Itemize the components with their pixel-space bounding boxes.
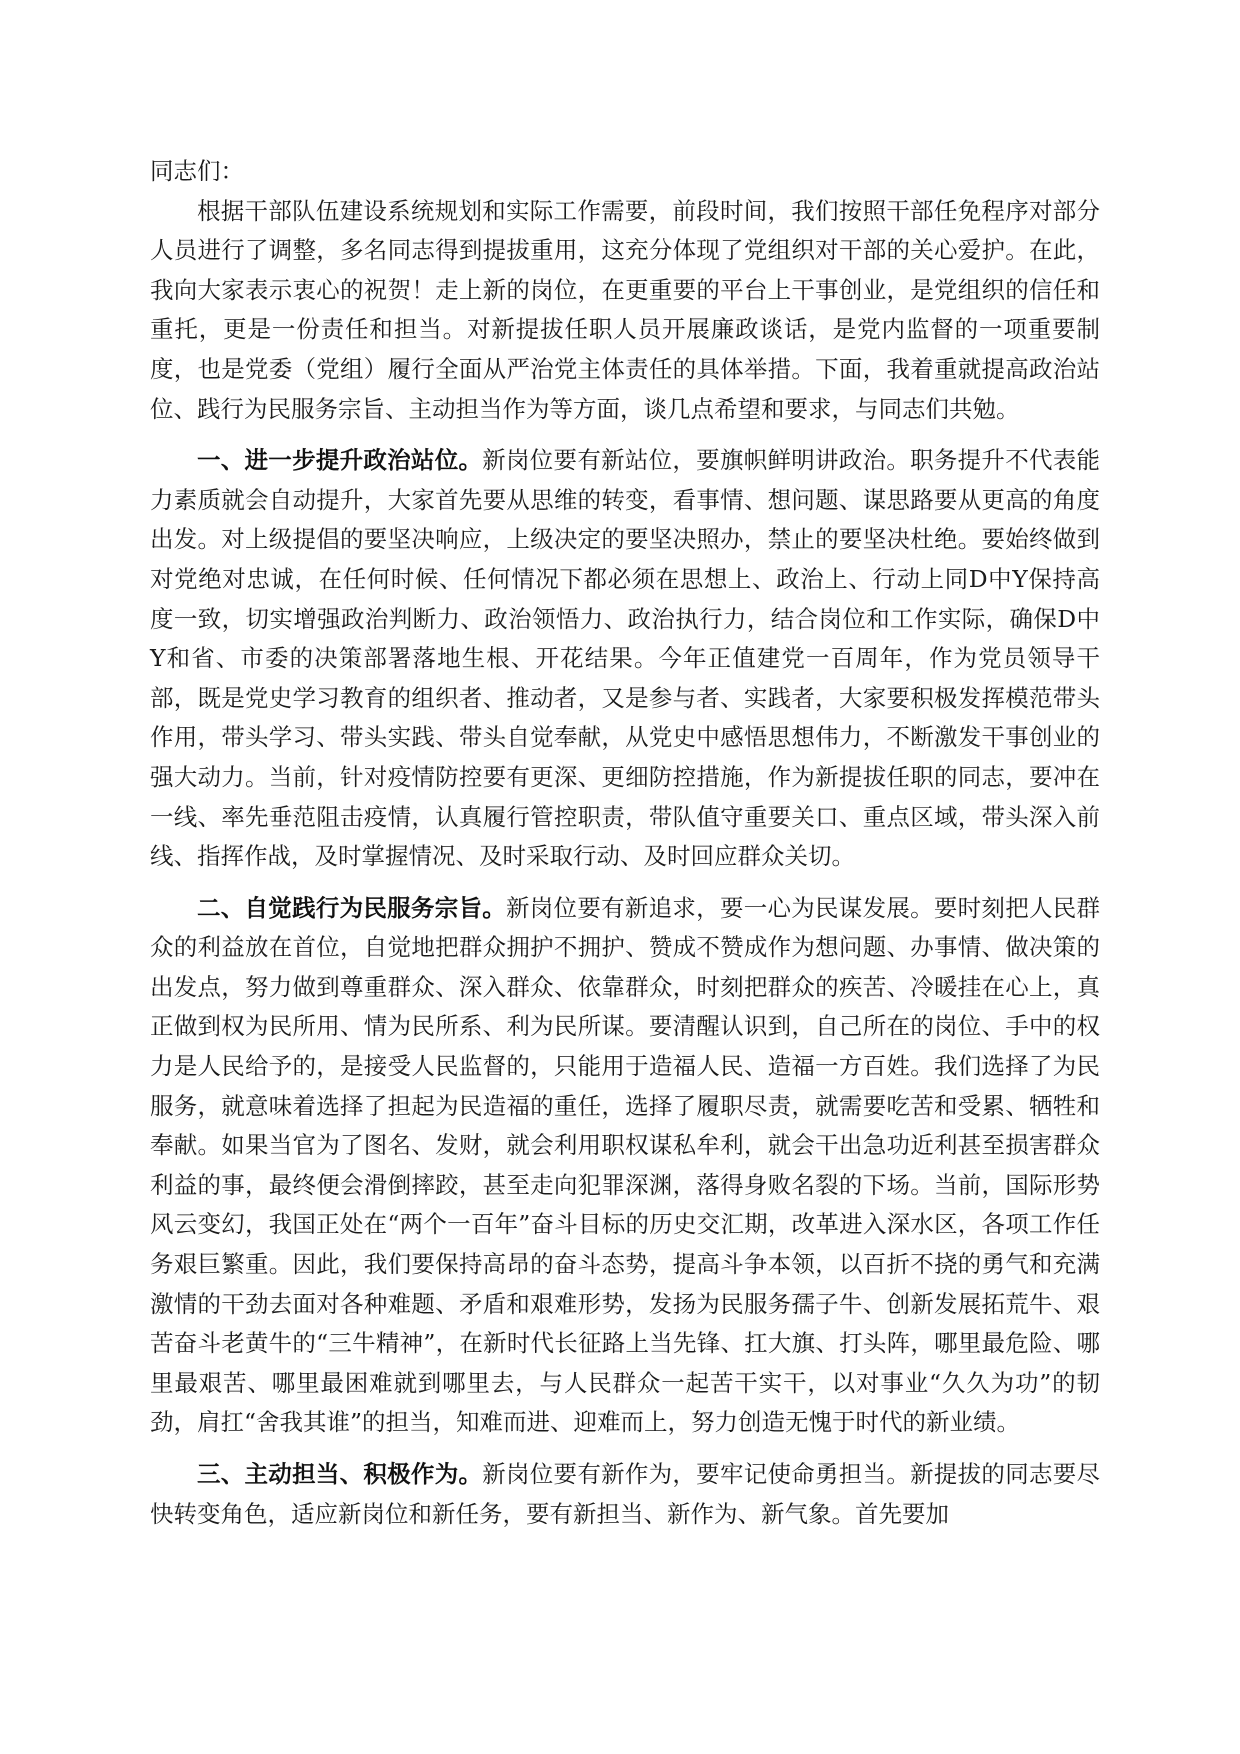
section-body-2: 新岗位要有新追求，要一心为民谋发展。要时刻把人民群众的利益放在首位，自觉地把群众拥护不拥护、赞成不赞成作为想问题、办事情、做决策的出发点，努力做到尊重群众、深入群众、依靠群众，时刻把群众的疾苦、冷暖挂在心上，真正做到权为民所用、情为民所系、利为民所谋。要清醒认识到，自己所在的岗位、手中的权力是人民给予的，是接受人民监督的，只能用于造福人民、造福一方百姓。我们选择了为民服务，就意味着选择了担起为民造福的重任，选择了履职尽责，就需要吃苦和受累、牺牲和奉献。如果当官为了图名、发财，就会利用职权谋私牟利，就会干出急功近利甚至损害群众利益的事，最终便会滑倒摔跤，甚至走向犯罪深渊，落得身败名裂的下场。当前，国际形势风云变幻，我国正处在“两个一百年”奋斗目标的历史交汇期，改革进入深水区，各项工作任务艰巨繁重。因此，我们要保持高昂的奋斗态势，提高斗争本领，以百折不挠的勇气和充满激情的干劲去面对各种难题、矛盾和艰难形势，发扬为民服务孺子牛、创新发展拓荒牛、艰苦奋斗老黄牛的“三牛精神”，在新时代长征路上当先锋、扛大旗、打头阵，哪里最危险、哪里最艰苦、哪里最困难就到哪里去，与人民群众一起苦干实干，以对事业“久久为功”的韧劲，肩扛“舍我其谁”的担当，知难而进、迎难而上，努力创造无愧于时代的新业绩。	[150, 893, 1101, 1437]
section-heading-2: 二、自觉践行为民服务宗旨。	[197, 893, 507, 922]
section-body-1: 新岗位要有新站位，要旗帜鲜明讲政治。职务提升不代表能力素质就会自动提升，大家首先要从思维的转变，看事情、想问题、谋思路要从更高的角度出发。对上级提倡的要坚决响应，上级决定的要坚决照办，禁止的要坚决杜绝。要始终做到对党绝对忠诚，在任何时候、任何情况下都必须在思想上、政治上、行动上同D中Y保持高度一致，切实增强政治判断力、政治领悟力、政治执行力，结合岗位和工作实际，确保D中Y和省、市委的决策部署落地生根、开花结果。今年正值建党一百周年，作为党员领导干部，既是党史学习教育的组织者、推动者，又是参与者、实践者，大家要积极发挥模范带头作用，带头学习、带头实践、带头自觉奉献，从党史中感悟思想伟力，不断激发干事创业的强大动力。当前，针对疫情防控要有更深、更细防控措施，作为新提拔任职的同志，要冲在一线、率先垂范阻击疫情，认真履行管控职责，带队值守重要关口、重点区域，带头深入前线、指挥作战，及时掌握情况、及时采取行动、及时回应群众关切。	[150, 446, 1101, 871]
greeting: 同志们：	[150, 157, 244, 185]
section-body-3: 新岗位要有新作为，要牢记使命勇担当。新提拔的同志要尽快转变角色，适应新岗位和新任务，要有新担当、新作为、新气象。首先要加	[150, 1460, 1101, 1528]
document-body	[150, 152, 1100, 1546]
section-paragraph-3	[150, 1455, 1100, 1534]
section-heading-1: 一、进一步提升政治站位。	[197, 446, 483, 475]
intro-paragraph: 根据干部队伍建设系统规划和实际工作需要，前段时间，我们按照干部任免程序对部分人员进行了调整，多名同志得到提拔重用，这充分体现了党组织对干部的关心爱护。在此，我向大家表示衷心的祝贺！走上新的岗位，在更重要的平台上干事创业，是党组织的信任和重托，更是一份责任和担当。对新提拔任职人员开展廉政谈话，是党内监督的一项重要制度，也是党委（党组）履行全面从严治党主体责任的具体举措。下面，我着重就提高政治站位、践行为民服务宗旨、主动担当作为等方面，谈几点希望和要求，与同志们共勉。	[150, 196, 1100, 423]
section-paragraph-1	[150, 441, 1100, 877]
section-paragraph-2	[150, 889, 1100, 1443]
section-heading-3: 三、主动担当、积极作为。	[197, 1460, 483, 1488]
